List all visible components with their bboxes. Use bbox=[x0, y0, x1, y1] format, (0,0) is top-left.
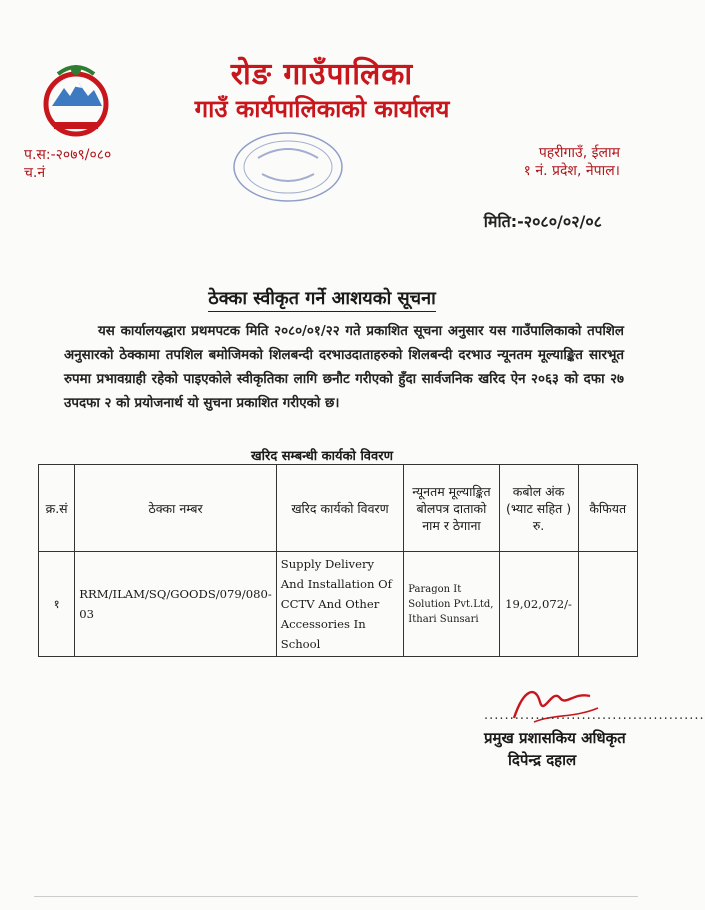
cell-contract-no: RRM/ILAM/SQ/GOODS/079/080-03 bbox=[75, 552, 277, 657]
dispatch-number: च.नं bbox=[24, 165, 46, 181]
office-subtitle: गाउँ कार्यपालिकाको कार्यालय bbox=[194, 95, 450, 123]
header-bidder: न्यूनतम मूल्याङ्कित बोलपत्र दाताको नाम र ठेगाना bbox=[404, 465, 499, 552]
ref-number: प.स:-२०७९/०८० bbox=[24, 147, 112, 163]
municipality-title: रोङ गाउँपालिका bbox=[230, 57, 414, 92]
address-line-1: पहरीगाउँ, ईलाम bbox=[538, 145, 620, 161]
header-sn: क्र.सं bbox=[39, 465, 75, 552]
address-line-2: १ नं. प्रदेश, नेपाल। bbox=[523, 163, 620, 179]
cell-amount: 19,02,072/- bbox=[499, 552, 578, 657]
table-row bbox=[39, 552, 638, 657]
header-amount: कबोल अंक (भ्याट सहित ) रु. bbox=[499, 465, 578, 552]
header-description: खरिद कार्यको विवरण bbox=[276, 465, 404, 552]
signature-line: ........................................... bbox=[484, 708, 705, 723]
notice-date: मिति:-२०८०/०२/०८ bbox=[483, 212, 602, 231]
cell-sn: १ bbox=[39, 552, 75, 657]
signatory-designation: प्रमुख प्रशासकिय अधिकृत bbox=[484, 729, 626, 747]
signatory-name: दिपेन्द्र दहाल bbox=[508, 751, 577, 769]
reference-block bbox=[24, 146, 111, 182]
notice-body: यस कार्यालयद्धारा प्रथमपटक मिति २०८०/०१/२२ गते प्रकाशित सूचना अनुसार यस गाउँपालिकाको तपशिल अनुसारको ठेक्कामा तपशिल बमोजिमको शिलबन्दी दरभाउदाताहरुको शिलबन्दी दरभाउ न्यूनतम मूल्याङ्कित सारभूत रुपमा प्रभावग्राही रहेको पाइएकोले स्वीकृतिका लागि छनौट गरीएको हुँदा सार्वजनिक खरिद ऐन २०६३ को दफा २७ उपदफा २ को प्रयोजनार्थ यो सुचना प्रकाशित गरीएको छ। bbox=[64, 324, 624, 411]
table-header-row bbox=[39, 465, 638, 552]
cell-remarks bbox=[578, 552, 637, 657]
cell-description: Supply Delivery And Installation Of CCTV And Other Accessories In School bbox=[276, 552, 404, 657]
procurement-table bbox=[38, 464, 638, 657]
table-caption: खरिद सम्बन्धी कार्यको विवरण bbox=[251, 449, 393, 464]
header-remarks: कैफियत bbox=[578, 465, 637, 552]
header-contract-no: ठेक्का नम्बर bbox=[75, 465, 277, 552]
office-stamp-icon bbox=[228, 128, 348, 206]
address-block bbox=[524, 144, 620, 180]
bottom-divider bbox=[34, 896, 638, 897]
cell-bidder: Paragon It Solution Pvt.Ltd, Ithari Sunsari bbox=[404, 552, 499, 657]
notice-subject: ठेक्का स्वीकृत गर्ने आशयको सूचना bbox=[0, 286, 644, 310]
